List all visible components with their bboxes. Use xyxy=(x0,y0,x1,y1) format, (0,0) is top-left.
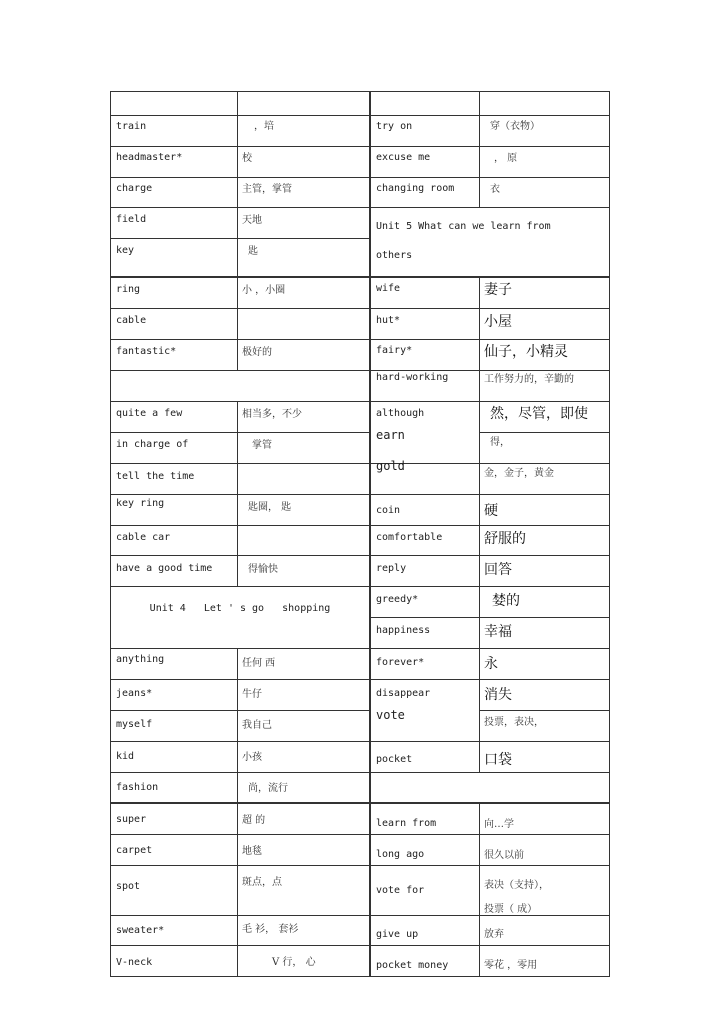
word-cn: 消失 xyxy=(484,687,512,703)
word-en: excuse me xyxy=(376,152,431,163)
word-en: sweater* xyxy=(116,925,165,936)
word-cn: 金，金子，黄金 xyxy=(484,468,554,479)
word-cn: 投票，表决， xyxy=(484,717,544,728)
word-cn: 回答 xyxy=(484,562,512,578)
word-en: kid xyxy=(116,751,135,762)
word-cn: 妻子 xyxy=(484,282,512,298)
word-en: greedy* xyxy=(376,594,419,605)
word-en: vote for xyxy=(376,885,425,896)
unit-5-heading-line2: others xyxy=(376,250,413,261)
unit-4-title-a: Let ' s go xyxy=(203,603,265,614)
word-en: charge xyxy=(116,183,153,194)
word-en: fantastic* xyxy=(116,346,177,357)
word-en: disappear xyxy=(376,688,431,699)
word-en: in charge of xyxy=(116,439,189,450)
word-en: wife xyxy=(376,283,401,294)
word-cn: 硬 xyxy=(484,503,498,519)
word-cn: 衣 xyxy=(490,184,500,195)
word-cn: 永 xyxy=(484,656,498,672)
word-en: tell the time xyxy=(116,471,195,482)
word-cn: 向…学 xyxy=(484,819,514,830)
unit-4-heading xyxy=(110,603,370,615)
word-en: carpet xyxy=(116,845,153,856)
word-en: V-neck xyxy=(116,957,153,968)
word-en: key ring xyxy=(116,498,165,509)
word-cn: 工作努力的，辛勤的 xyxy=(484,374,574,385)
word-cn: 匙 xyxy=(248,246,258,257)
vocabulary-table xyxy=(110,91,610,977)
word-cn: 仙子，小精灵 xyxy=(484,344,568,360)
word-cn: 主管，掌管 xyxy=(242,184,292,195)
word-en: changing room xyxy=(376,183,455,194)
word-en: super xyxy=(116,814,147,825)
word-en: forever* xyxy=(376,657,425,668)
word-cn: 毛 衫， 套衫 xyxy=(242,924,299,935)
word-cn: 穿（衣物） xyxy=(490,121,540,132)
word-en: quite a few xyxy=(116,408,183,419)
word-cn: 很久以前 xyxy=(484,850,524,861)
word-en: field xyxy=(116,214,147,225)
word-cn: 小孩 xyxy=(242,752,262,763)
unit-4-title-b: shopping xyxy=(282,603,331,614)
word-cn: 婪的 xyxy=(492,593,520,609)
word-en: spot xyxy=(116,881,141,892)
word-en: train xyxy=(116,121,147,132)
word-en: have a good time xyxy=(116,563,213,574)
word-cn: 零花 ，零用 xyxy=(484,960,538,971)
word-cn: 小屋 xyxy=(484,314,512,330)
word-cn-line2: 投票（ 成） xyxy=(484,904,538,915)
word-en: pocket xyxy=(376,754,413,765)
word-cn: 口袋 xyxy=(484,752,512,768)
word-cn: 放弃 xyxy=(484,929,504,940)
unit-5-heading-line1: Unit 5 What can we learn from xyxy=(376,221,551,232)
word-cn: 校 xyxy=(242,153,252,164)
word-en: comfortable xyxy=(376,532,443,543)
word-cn: 我自己 xyxy=(242,720,272,731)
word-en: although xyxy=(376,408,425,419)
word-cn: 尚，流行 xyxy=(248,783,288,794)
word-en: myself xyxy=(116,719,153,730)
word-en: coin xyxy=(376,505,401,516)
word-en: fashion xyxy=(116,782,159,793)
word-en: hard-working xyxy=(376,372,449,383)
word-en: give up xyxy=(376,929,419,940)
word-cn: 极好的 xyxy=(242,347,272,358)
word-cn: 表决（支持）， xyxy=(484,880,549,891)
word-cn: 幸福 xyxy=(484,624,512,640)
word-cn: ， 原 xyxy=(494,153,518,164)
word-en: headmaster* xyxy=(116,152,183,163)
word-en: cable xyxy=(116,315,147,326)
word-en: hut* xyxy=(376,315,401,326)
word-cn: 天地 xyxy=(242,215,262,226)
word-en: fairy* xyxy=(376,345,413,356)
word-cn: ，培 xyxy=(254,121,274,132)
word-en: vote xyxy=(376,708,405,722)
word-cn: 超 的 xyxy=(242,815,266,826)
word-cn: 然，尽管，即使 xyxy=(490,406,588,422)
word-en: long ago xyxy=(376,849,425,860)
word-cn: 地毯 xyxy=(242,846,262,857)
word-cn: 得， xyxy=(490,437,510,448)
word-cn: 斑点，点 xyxy=(242,877,282,888)
unit-4-number: Unit 4 xyxy=(149,603,186,614)
word-en: cable car xyxy=(116,532,171,543)
word-en: happiness xyxy=(376,625,431,636)
word-en: gold xyxy=(376,459,405,473)
word-cn: 舒服的 xyxy=(484,531,526,547)
word-en: learn from xyxy=(376,818,437,829)
word-en: earn xyxy=(376,428,405,442)
word-cn: 牛仔 xyxy=(242,689,262,700)
word-cn: 得愉快 xyxy=(248,564,278,575)
word-en: pocket money xyxy=(376,960,449,971)
word-cn: 掌管 xyxy=(252,440,272,451)
word-cn: 匙圈， 匙 xyxy=(248,502,292,513)
word-en: reply xyxy=(376,563,407,574)
word-cn: V 行， 心 xyxy=(272,957,316,968)
word-en: jeans* xyxy=(116,688,153,699)
word-cn: 相当多，不少 xyxy=(242,409,302,420)
word-cn: 小 ，小圈 xyxy=(242,285,286,296)
word-en: try on xyxy=(376,121,413,132)
word-en: anything xyxy=(116,654,165,665)
word-en: ring xyxy=(116,284,141,295)
word-cn: 任何 西 xyxy=(242,658,276,669)
word-en: key xyxy=(116,245,135,256)
